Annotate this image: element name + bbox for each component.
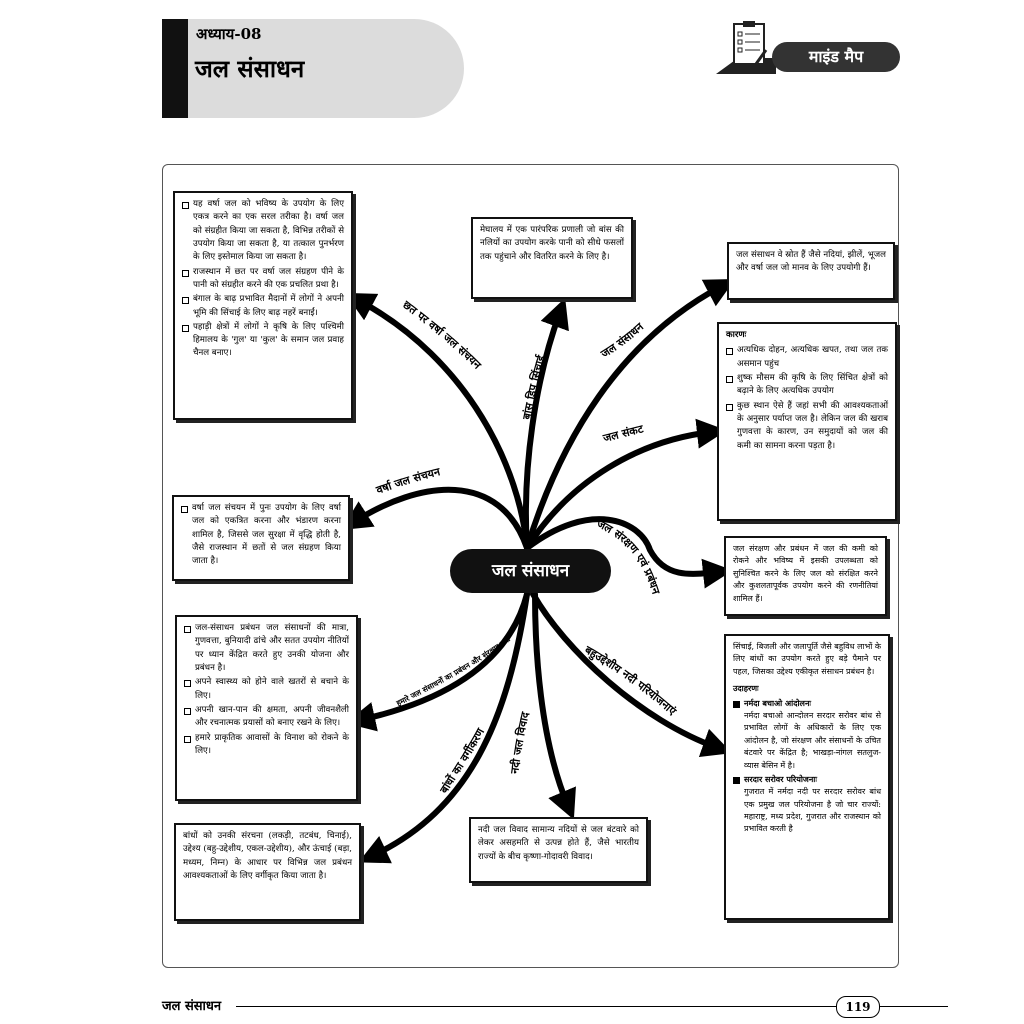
example-text: गुजरात में नर्मदा नदी पर सरदार सरोवर बांध एक प्रमुख जल परियोजना है जो चार राज्यों: महाराष्ट्र, मध्य प्रदेश, गुजरात और राजस्थान को प्रभावित करती है — [744, 787, 881, 834]
list-item: यह वर्षा जल को भविष्य के उपयोग के लिए एकत्र करने का एक सरल तरीका है। वर्षा जल को संग्रहीत किया जा सकता है, विभिन्न तरीकों से उपयोग किया जा सकता है, या तत्काल पुनर्भरण के लिए इस्तेमाल किया जा सकता है। — [182, 198, 344, 265]
list-item: कुछ स्थान ऐसे हैं जहां सभी की आवश्यकताओं के अनुसार पर्याप्त जल है। लेकिन जल की खराब गुणवत्ता के कारण, उन समुदायों को जल की कमी का सामना करना पड़ता है। — [726, 400, 888, 453]
box-multipurpose-projects — [724, 634, 890, 920]
branch-label-harvesting: वर्षा जल संचयन — [374, 465, 442, 497]
branch-label-rooftop: छत पर वर्षा जल संचयन — [400, 298, 484, 372]
box-river-dispute: नदी जल विवाद सामान्य नदियों से जल बंटवारे को लेकर असहमति से उत्पन्न होते हैं, जैसे भारतीय राज्यों के बीच कृष्णा-गोदावरी विवाद। — [469, 817, 648, 883]
box-dam-classification: बांधों को उनकी संरचना (लकड़ी, तटबंध, चिनाई), उद्देश्य (बहु-उद्देशीय, एकल-उद्देशीय), और ऊंचाई (बड़ा, मध्यम, निम्न) के आधार पर विभिन्न जल प्रबंधन आवश्यकताओं के लिए वर्गीकृत किया जाता है। — [174, 823, 361, 921]
branch-harvesting-arrow — [354, 490, 527, 548]
box-conservation-management: जल संरक्षण और प्रबंधन में जल की कमी को रोकने और भविष्य में इसकी उपलब्धता को सुनिश्चित करने के लिए जल को संरक्षित करने और कुशलतापूर्वक उपयोग करने की रणनीतियां शामिल हैं। — [724, 536, 887, 616]
branch-label-dams: बांधों का वर्गीकरण — [437, 726, 487, 796]
branch-label-conservation: जल संरक्षण एवं प्रबंधन — [594, 517, 663, 596]
box-bamboo-drip: मेघालय में एक पारंपरिक प्रणाली जो बांस की नलियों का उपयोग करके पानी को सीधे फसलों तक पहुंचाने और वितरित करने के लिए है। — [471, 217, 633, 299]
list-item: पहाड़ी क्षेत्रों में लोगों ने कृषि के लिए पश्चिमी हिमालय के 'गुल' या 'कुल' के समान जल प्रवाह चैनल बनाए। — [182, 321, 344, 361]
scarcity-heading: कारणः — [726, 330, 747, 340]
box-water-scarcity — [717, 322, 897, 521]
list-item — [733, 697, 881, 772]
box-rooftop-harvesting — [173, 191, 353, 420]
list-item: शुष्क मौसम की कृषि के लिए सिंचित क्षेत्रों को बढ़ाने के लिए अत्यधिक उपयोग — [726, 372, 888, 399]
list-item — [733, 773, 881, 836]
examples-heading: उदाहरणः — [733, 683, 759, 694]
list-item: बंगाल के बाढ़ प्रभावित मैदानों में लोगों ने अपनी भूमि की सिंचाई के लिए बाढ़ नहरें बनाईं। — [182, 293, 344, 320]
list-item: अत्यधिक दोहन, अत्यधिक खपत, तथा जल तक असमान पहुंच — [726, 344, 888, 371]
list-item: वर्षा जल संचयन में पुनः उपयोग के लिए वर्षा जल को एकत्रित करना और भंडारण करना शामिल है, जिससे जल सुरक्षा में वृद्धि होती है, जैसे राजस्थान में छतों से जल संग्रहण किया जाता है। — [181, 502, 341, 569]
chapter-title: जल संसाधन — [195, 54, 305, 83]
example-text: नर्मदा बचाओ आन्दोलन सरदार सरोवर बांध से प्रभावित लोगों के अधिकारों के लिए एक आंदोलन है, जो संरक्षण और संसाधनों के उचित बंटवारे पर केंद्रित है; भाखड़ा-नांगल सतलुज-व्यास बेसिन में है। — [744, 710, 881, 770]
branch-label-dispute: नदी जल विवाद — [508, 710, 532, 775]
list-item: अपने स्वास्थ्य को होने वाले खतरों से बचाने के लिए। — [184, 676, 349, 703]
center-node: जल संसाधन — [450, 549, 611, 593]
page-number: 119 — [836, 996, 880, 1018]
box-water-management — [175, 615, 358, 801]
multipurpose-intro: सिंचाई, बिजली और जलापूर्ति जैसे बहुविध लाभों के लिए बांधों का उपयोग करते हुए बड़े पैमाने पर पहल, जिसका उद्देश्य एकीकृत संसाधन प्रबंधन है। — [733, 642, 881, 676]
branch-label-scarcity: जल संकट — [601, 422, 645, 445]
branch-label-resource: जल संसाधन — [598, 320, 647, 361]
footer-title: जल संसाधन — [162, 999, 222, 1014]
list-item: राजस्थान में छत पर वर्षा जल संग्रहण पीने के पानी को संग्रहीत करने की एक प्रचलित प्रथा है। — [182, 266, 344, 293]
list-item: अपनी खान-पान की क्षमता, अपनी जीवनशैली और रचनात्मक प्रयासों को बनाए रखने के लिए। — [184, 704, 349, 731]
box-water-resource: जल संसाधन वे स्रोत हैं जैसे नदियां, झीलें, भूजल और वर्षा जल जो मानव के लिए उपयोगी हैं। — [727, 242, 895, 300]
branch-label-bamboo: बांस ड्रिप सिंचाई — [520, 353, 548, 421]
chapter-label: अध्याय-08 — [196, 25, 262, 43]
list-item: हमारे प्राकृतिक आवासों के विनाश को रोकने के लिए। — [184, 732, 349, 759]
branch-label-management: हमारे जल संसाधनों का प्रबंधन और संरक्षण क्यों — [394, 634, 512, 708]
example-title: नर्मदा बचाओ आंदोलनः — [744, 697, 811, 708]
example-title: सरदार सरोवर परियोजनाः — [744, 773, 817, 784]
branch-label-multipurpose: बहुउद्देशीय नदी परियोजनाएं — [582, 643, 679, 718]
mind-map-badge: माइंड मैप — [772, 42, 900, 72]
list-item: जल-संसाधन प्रबंधन जल संसाधनों की मात्रा, गुणवत्ता, बुनियादी ढांचे और सतत उपयोग नीतियों पर ध्यान केंद्रित करते हुए उनकी योजना और प्रबंधन है। — [184, 622, 349, 675]
box-rainwater-harvesting — [172, 495, 350, 581]
